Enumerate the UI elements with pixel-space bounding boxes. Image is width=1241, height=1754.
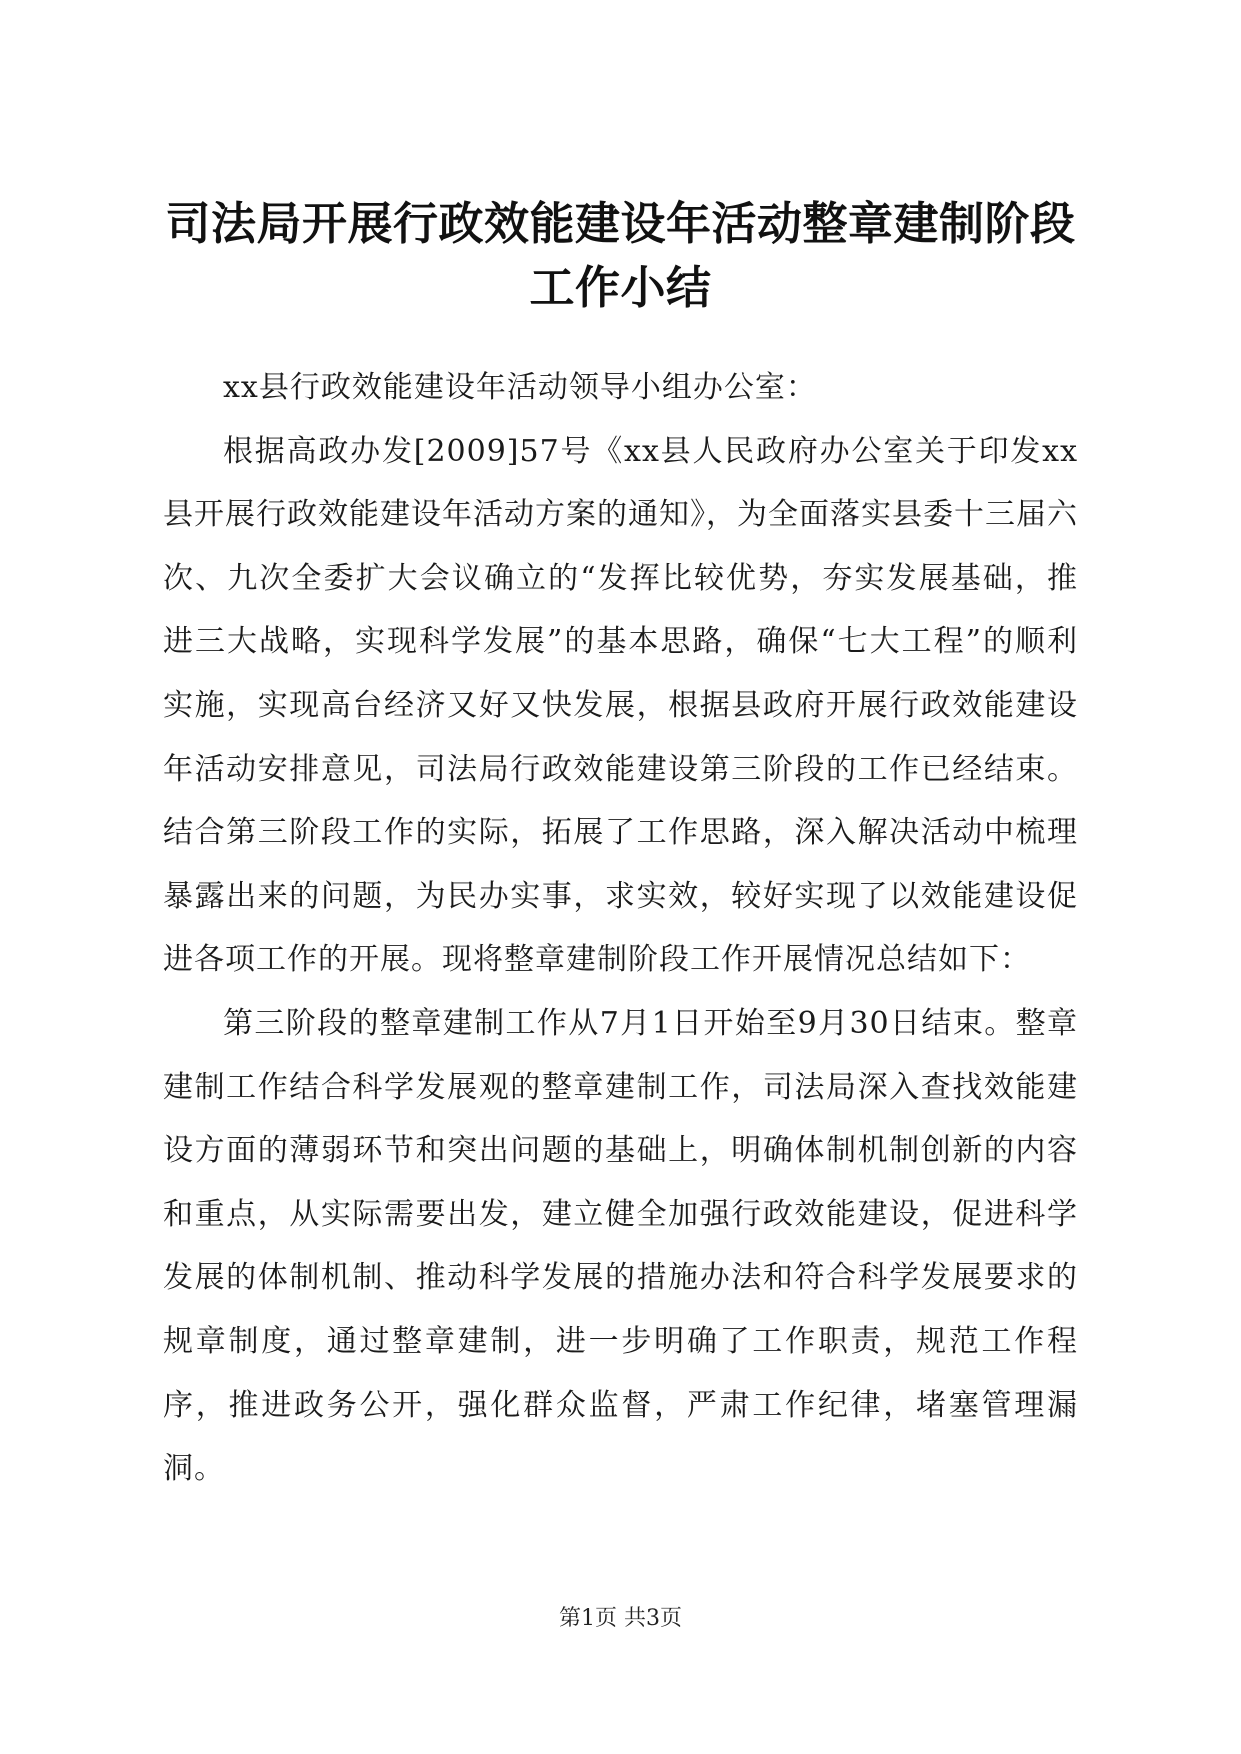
document-title: [160, 192, 1081, 320]
body-paragraph-1: 根据高政办发[2009]57号《xx县人民政府办公室关于印发xx县开展行政效能建设年活动方案的通知》，为全面落实县委十三届六次、九次全委扩大会议确立的“发挥比较优势，夯实发展基础，推进三大战略，实现科学发展”的基本思路，确保“七大工程”的顺利实施，实现高台经济又好又快发展，根据县政府开展行政效能建设年活动安排意见，司法局行政效能建设第三阶段的工作已经结束。结合第三阶段工作的实际，拓展了工作思路，深入解决活动中梳理暴露出来的问题，为民办实事，求实效，较好实现了以效能建设促进各项工作的开展。现将整章建制阶段工作开展情况总结如下：: [163, 433, 1078, 978]
document-body: [163, 356, 1078, 1501]
body-paragraph-2: 第三阶段的整章建制工作从7月1日开始至9月30日结束。整章建制工作结合科学发展观的整章建制工作，司法局深入查找效能建设方面的薄弱环节和突出问题的基础上，明确体制机制创新的内容和重点，从实际需要出发，建立健全加强行政效能建设，促进科学发展的体制机制、推动科学发展的措施办法和符合科学发展要求的规章制度，通过整章建制，进一步明确了工作职责，规范工作程序，推进政务公开，强化群众监督，严肃工作纪律，堵塞管理漏洞。: [163, 1005, 1078, 1487]
document-title-line-1: 司法局开展行政效能建设年活动整章建制阶段: [165, 197, 1076, 250]
document-title-line-2: 工作小结: [529, 261, 712, 314]
salutation-line: xx县行政效能建设年活动领导小组办公室：: [223, 370, 817, 405]
page-number-footer: 第1页 共3页: [559, 1606, 682, 1631]
